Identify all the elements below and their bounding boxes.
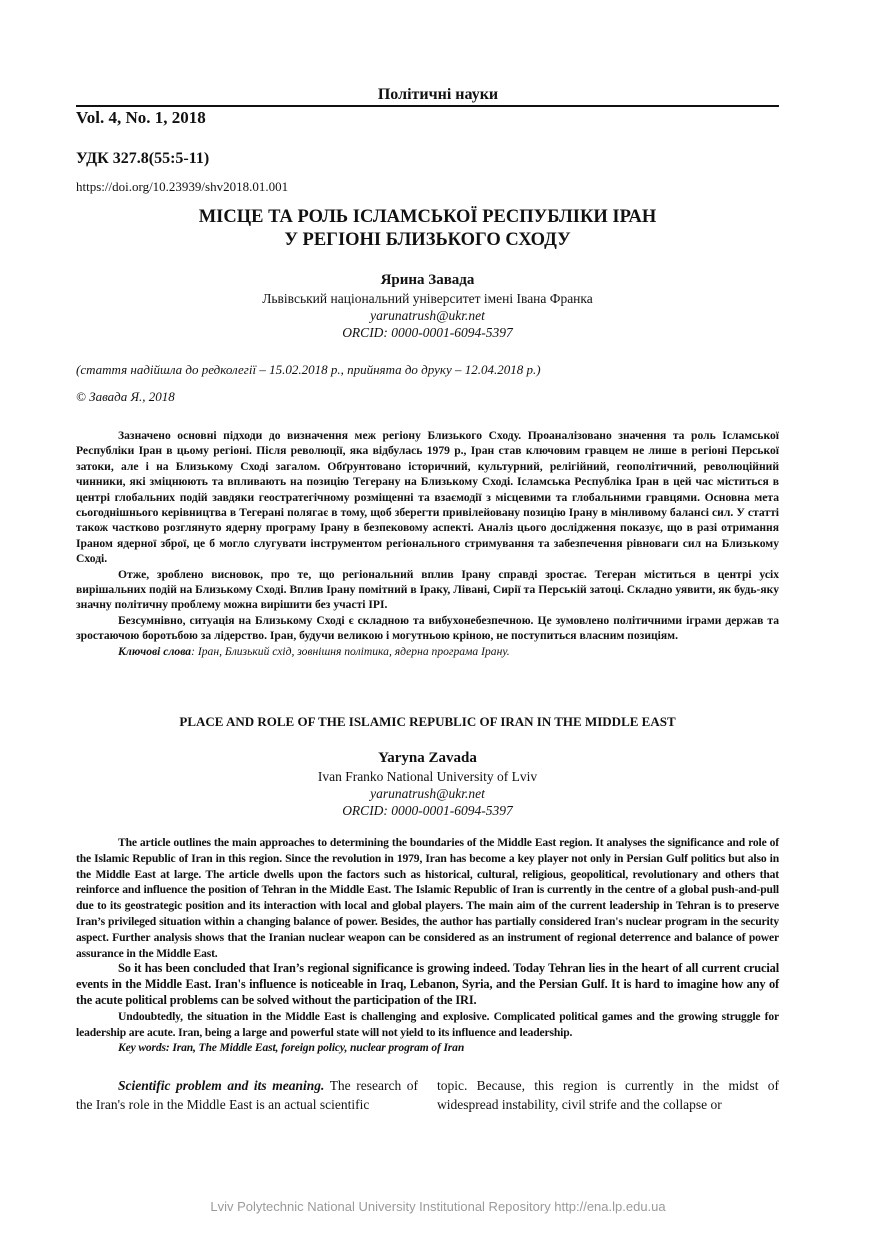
orcid-uk[interactable]: ORCID: 0000-0001-6094-5397	[342, 325, 513, 340]
repository-footer[interactable]: Lviv Polytechnic National University Institutional Repository http://ena.lp.edu.ua	[210, 1199, 666, 1214]
section-heading: Scientific problem and its meaning.	[118, 1078, 325, 1093]
author-block-en	[76, 748, 779, 819]
body-right-paragraph: topic. Because, this region is currently in the midst of widespread instability, civil strife and the collapse or	[437, 1078, 779, 1112]
title-uk-line-1: МІСЦЕ ТА РОЛЬ ІСЛАМСЬКОЇ РЕСПУБЛІКИ ІРАН	[198, 207, 657, 227]
email-uk[interactable]: yarunatrush@ukr.net	[370, 308, 485, 323]
header-rule	[76, 105, 779, 107]
body-left-text: The research of the Iran's role in the Middle East is an actual scientific	[76, 1078, 419, 1112]
title-uk-line-2: У РЕГІОНІ БЛИЗЬКОГО СХОДУ	[284, 230, 571, 250]
keywords-uk-label: Ключові слова	[118, 644, 192, 658]
author-block-uk	[76, 270, 779, 341]
abstract-uk-paragraph-1: Зазначено основні підходи до визначення меж регіону Близького Сходу. Проаналізовано значення та роль Ісламської Республіки Іран в цьому регіоні. Після революції, яка відбулась 1979 р., Іран став ключовим гравцем не лише в регіоні Перської затоки, але і на Близькому Сході загалом. Обґрунтовано історичний, культурний, релігійний, геополітичний, революційний чинники, які зміцнюють та впливають на позицію Тегерану на Близькому Сході. Ісламська Республіка Іран в цей час міститься в центрі глобальних подій завдяки геостратегічному розміщенні та взаємодії з місцевими та глобальними гравцями. Основна мета сьогоднішнього керівництва в Тегерані полягає в тому, щоб зберегти привілейовану позицію Ірану в мінливому балансі сил. У статті також частково розглянуто ядерну програму Ірану в безпековому аспекті. Аналіз цього дослідження показує, що в разі отримання Іраном ядерної зброї, це б могло слугувати інструментом регіонального стримування та забезпечення рівноваги сил на Близькому Сході.	[76, 429, 779, 566]
abstract-uk	[76, 428, 779, 659]
received-dates: (стаття надійшла до редколегії – 15.02.2018 р., прийнята до друку – 12.04.2018 р.)	[76, 362, 541, 377]
body-column-right	[437, 1076, 779, 1114]
running-head: Політичні науки	[377, 86, 499, 103]
article-title-en: PLACE AND ROLE OF THE ISLAMIC REPUBLIC OF IRAN IN THE MIDDLE EAST	[179, 714, 676, 729]
udc-prefix: УДК	[76, 150, 109, 167]
udc-line	[76, 150, 209, 168]
volume-info: Vol. 4, No. 1, 2018	[76, 108, 206, 127]
keywords-en: Key words: Iran, The Middle East, foreign policy, nuclear program of Iran	[118, 1041, 465, 1055]
affiliation-uk: Львівський національний університет імені Івана Франка	[262, 291, 593, 306]
abstract-en-paragraph-1: The article outlines the main approaches to determining the boundaries of the Middle East region. It analyses the significance and role of the Islamic Republic of Iran in this region. Since the revolution in 1979, Iran has become a key player not only in Persian Gulf politics but also in the Middle East at large. The article dwells upon the factors such as historical, cultural, religious, geopolitical, revolutionary and others that reinforce and influence the position of Tehran in the Middle East. The Islamic Republic of Iran is currently in the centre of a global push-and-pull due to its geostrategic position and its interaction with local and global players. The main aim of the current leadership in Tehran is to preserve Iran’s privileged situation within a changing balance of power. Besides, the author has partially considered Iran's nuclear program in the security aspect. Further analysis shows that the Iranian nuclear weapon can be considered as an instrument of regional deterrence and balance of power assurance in the Middle East.	[76, 836, 779, 960]
body-column-left	[76, 1076, 418, 1114]
udc-code: 327.8(55:5-11)	[112, 150, 210, 167]
abstract-uk-paragraph-3: Безсумнівно, ситуація на Близькому Сході є складною та вибухонебезпечною. Це зумовлено політичними іграми держав та зростаючою боротьбою за лідерство. Іран, будучи великою і могутньою кріною, не поступиться власним позиціям.	[76, 613, 779, 643]
abstract-uk-paragraph-2: Отже, зроблено висновок, про те, що регіональний вплив Ірану справді зростає. Тегеран міститься в центрі усіх вирішальних подій на Близькому Сході. Вплив Ірану помітний в Іраку, Лівані, Сирії та Перській затоці. Складно уявити, як будь-яку значну політичну проблему можна вирішити без участі ІРІ.	[76, 567, 779, 612]
affiliation-en: Ivan Franko National University of Lviv	[317, 769, 538, 784]
doi-link[interactable]: https://doi.org/10.23939/shv2018.01.001	[76, 179, 289, 194]
abstract-en	[76, 835, 779, 1056]
article-title-uk	[76, 206, 779, 252]
author-name-uk: Ярина Завада	[380, 272, 475, 288]
orcid-en[interactable]: ORCID: 0000-0001-6094-5397	[342, 803, 513, 818]
author-name-en: Yaryna Zavada	[378, 750, 477, 766]
keywords-uk	[76, 644, 779, 659]
body-left-paragraph	[76, 1076, 418, 1114]
abstract-en-paragraph-2: So it has been concluded that Iran’s regional significance is growing indeed. Today Tehran lies in the heart of all current crucial events in the Middle East. Iran's influence is noticeable in Iraq, Lebanon, Syria, and the Persian Gulf. It is hard to imagine how any of the acute political problems can be solved without the participation of the IRI.	[76, 961, 779, 1007]
abstract-en-paragraph-3: Undoubtedly, the situation in the Middle East is challenging and explosive. Complicated political games and the growing struggle for leadership are acute. Iran, being a large and powerful state will not yield to its influence and leadership.	[76, 1009, 779, 1039]
email-en[interactable]: yarunatrush@ukr.net	[370, 786, 485, 801]
keywords-uk-text: : Іран, Близький схід, зовнішня політика, ядерна програма Ірану.	[191, 644, 510, 658]
copyright: © Завада Я., 2018	[76, 389, 175, 404]
